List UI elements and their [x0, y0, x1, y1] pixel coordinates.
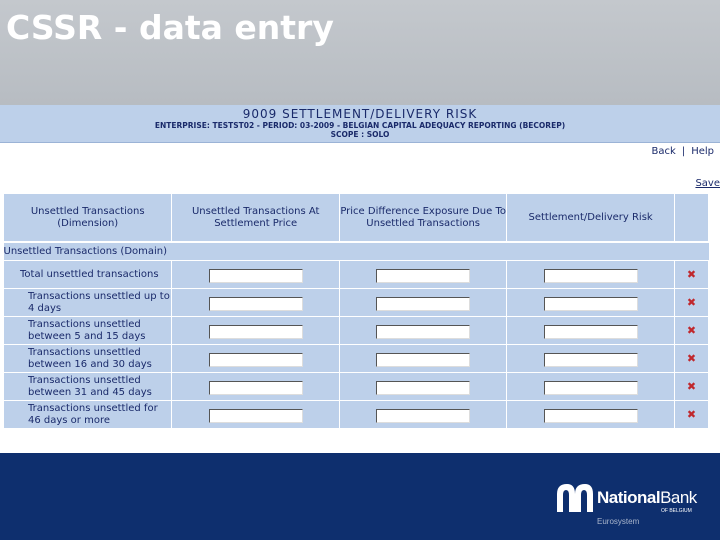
domain-row [4, 242, 709, 261]
delete-x-icon[interactable]: ✖ [674, 289, 708, 317]
logo-brand-light: Bank [660, 488, 697, 507]
report-title: 9009 SETTLEMENT/DELIVERY RISK [242, 107, 478, 121]
help-link[interactable]: Help [691, 146, 714, 157]
column-header-settlement-price: Unsettled Transactions At Settlement Price [172, 194, 339, 243]
table-row [4, 401, 709, 429]
settlement-risk-input[interactable] [544, 297, 638, 311]
back-link[interactable]: Back [651, 146, 676, 157]
settlement-risk-input[interactable] [544, 269, 638, 283]
price-difference-input[interactable] [376, 297, 470, 311]
national-bank-logo-mark-icon [555, 482, 595, 514]
column-header-dimension: Unsettled Transactions (Dimension) [4, 194, 172, 243]
settlement-price-input[interactable] [209, 409, 303, 423]
settlement-risk-input[interactable] [544, 381, 638, 395]
delete-x-icon[interactable]: ✖ [674, 373, 708, 401]
report-scope: SCOPE : SOLO [330, 130, 390, 139]
column-header-settlement-risk: Settlement/Delivery Risk [507, 194, 674, 243]
delete-x-icon[interactable]: ✖ [674, 401, 708, 429]
row-label: Transactions unsettled between 31 and 45 days [4, 373, 172, 401]
top-nav [652, 146, 714, 157]
slide-header [0, 0, 720, 105]
settlement-price-input[interactable] [209, 297, 303, 311]
price-difference-input[interactable] [376, 353, 470, 367]
row-label: Transactions unsettled up to 4 days [4, 289, 172, 317]
settlement-risk-input[interactable] [544, 325, 638, 339]
slide-title: CSSR - data entry [6, 8, 334, 47]
save-link[interactable]: Save [695, 178, 720, 189]
price-difference-input[interactable] [376, 325, 470, 339]
table-row [4, 289, 709, 317]
report-subtitle: ENTERPRISE: TESTST02 - PERIOD: 03-2009 - BELGIAN CAPITAL ADEQUACY REPORTING (BECOREP) [154, 121, 566, 130]
column-header-price-difference: Price Difference Exposure Due To Unsettled Transactions [339, 194, 506, 243]
row-label: Transactions unsettled for 46 days or more [4, 401, 172, 429]
table-row [4, 373, 709, 401]
row-label: Total unsettled transactions [4, 261, 172, 289]
report-header [0, 105, 720, 143]
delete-x-icon[interactable]: ✖ [674, 261, 708, 289]
price-difference-input[interactable] [376, 269, 470, 283]
delete-x-icon[interactable]: ✖ [674, 345, 708, 373]
table-row [4, 317, 709, 345]
logo-subtitle: OF BELGIUM [661, 508, 692, 514]
logo-brand-bold: National [597, 488, 661, 507]
settlement-price-input[interactable] [209, 353, 303, 367]
price-difference-input[interactable] [376, 409, 470, 423]
row-label: Transactions unsettled between 16 and 30 days [4, 345, 172, 373]
row-label: Transactions unsettled between 5 and 15 days [4, 317, 172, 345]
logo-wordmark [597, 488, 697, 508]
settlement-price-input[interactable] [209, 381, 303, 395]
settlement-risk-input[interactable] [544, 409, 638, 423]
domain-label: Unsettled Transactions (Domain) [4, 242, 709, 261]
settlement-price-input[interactable] [209, 325, 303, 339]
screenshot-panel [0, 105, 720, 453]
settlement-risk-input[interactable] [544, 353, 638, 367]
delete-x-icon[interactable]: ✖ [674, 317, 708, 345]
table-row [4, 261, 709, 289]
price-difference-input[interactable] [376, 381, 470, 395]
table-header-row [4, 194, 709, 243]
data-entry-table [3, 193, 709, 429]
settlement-price-input[interactable] [209, 269, 303, 283]
table-row [4, 345, 709, 373]
eurosystem-label: Eurosystem [597, 517, 640, 526]
nav-separator: | [681, 146, 686, 157]
column-header-actions [674, 194, 708, 243]
